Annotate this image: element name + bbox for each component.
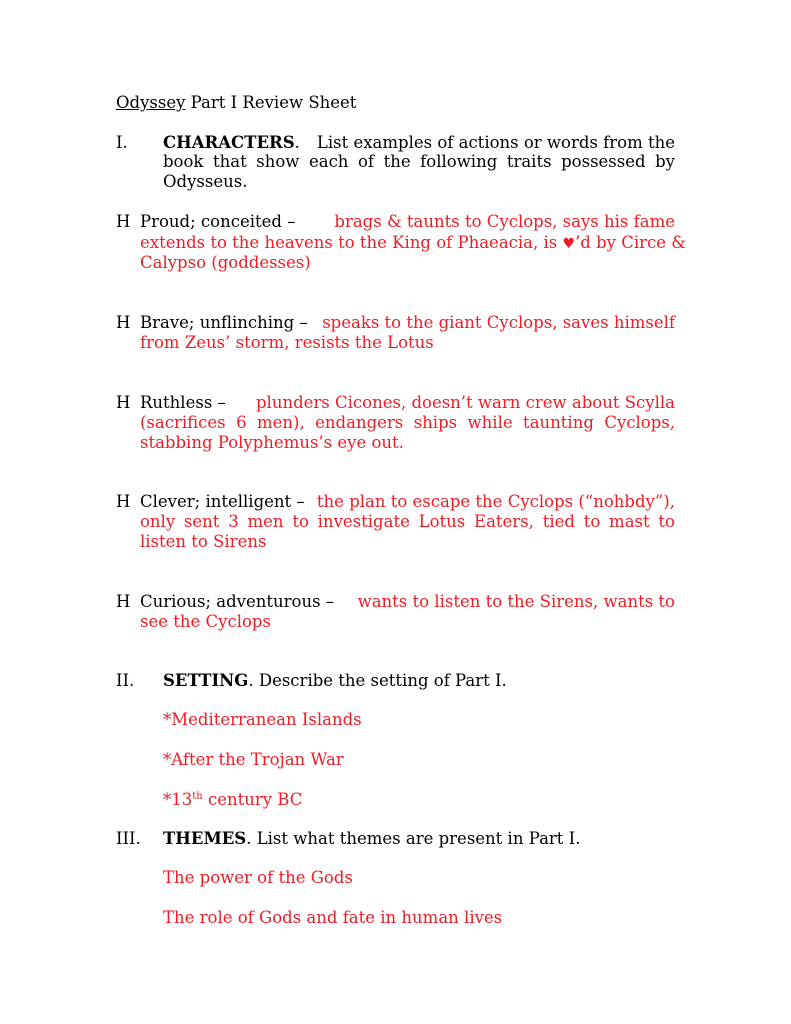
section1-heading-suffix: . [294,133,300,152]
trait-label: Brave; unflinching – [140,313,308,332]
setting-answer: *After the Trojan War [163,750,344,769]
trait-label: Ruthless – [140,393,226,412]
section1-prompt-text1: List examples of actions or words from the [316,133,675,152]
trait-answer: speaks to the giant Cyclops, saves himself [322,313,675,332]
trait-answer: the plan to escape the Cyclops (“nohbdy”), [316,492,675,511]
trait-answer: plunders Cicones, doesn’t warn crew about Scylla [256,393,675,412]
section3-heading: THEMES [163,829,247,848]
setting-answer: *Mediterranean Islands [163,710,362,729]
section3-prompt [163,829,580,849]
trait-label: Curious; adventurous – [140,592,335,611]
trait-ruthless-line2: (sacrifices 6 men), endangers ships while taunting Cyclops, [140,413,675,432]
century-superscript: th [192,791,203,802]
section1-prompt-line2: book that show each of the following traits possessed by [163,152,675,171]
section2-prompt-text: . Describe the setting of Part I. [248,671,507,690]
section1-numeral: I. [116,133,128,152]
trait-ruthless-line1 [140,393,675,413]
title-rest: Part I Review Sheet [185,93,357,112]
trait-curious-line2: see the Cyclops [140,612,271,631]
trait-clever-line1 [140,492,675,512]
bullet-marker: H [116,592,131,611]
section2-prompt [163,671,507,691]
trait-clever-line3: listen to Sirens [140,532,267,551]
setting-answer [163,790,302,810]
bullet-marker: H [116,313,131,332]
bullet-marker: H [116,492,131,511]
section3-prompt-text: . List what themes are present in Part I. [246,829,581,848]
trait-brave-line2: from Zeus’ storm, resists the Lotus [140,333,434,352]
trait-answer: ’d by Circe & [575,233,686,252]
section1-prompt-line3: Odysseus. [163,172,248,191]
theme-answer: The power of the Gods [163,868,353,887]
century-suffix: century BC [202,790,303,809]
page-title [116,93,356,113]
bullet-marker: H [116,212,131,231]
trait-clever-line2: only sent 3 men to investigate Lotus Eaters, tied to mast to [140,512,675,531]
century-prefix: *13 [163,790,193,809]
section3-numeral: III. [116,829,141,848]
trait-curious-line1 [140,592,675,612]
heart-icon: ♥ [562,236,576,252]
section1-heading: CHARACTERS [163,133,295,152]
trait-label: Clever; intelligent – [140,492,305,511]
trait-brave-line1 [140,313,675,333]
trait-proud-line1 [140,212,675,232]
trait-answer: wants to listen to the Sirens, wants to [357,592,675,611]
trait-answer: brags & taunts to Cyclops, says his fame [334,212,675,231]
section2-heading: SETTING [163,671,249,690]
title-work-name: Odyssey [116,93,186,112]
trait-proud-line3: Calypso (goddesses) [140,253,311,272]
trait-proud-line2 [140,233,686,254]
theme-answer: The role of Gods and fate in human lives [163,908,503,927]
section1-prompt-line1 [163,133,675,153]
trait-ruthless-line3: stabbing Polyphemus’s eye out. [140,433,404,452]
trait-answer: extends to the heavens to the King of Phaeacia, is [140,233,563,252]
trait-label: Proud; conceited – [140,212,296,231]
bullet-marker: H [116,393,131,412]
section2-numeral: II. [116,671,135,690]
